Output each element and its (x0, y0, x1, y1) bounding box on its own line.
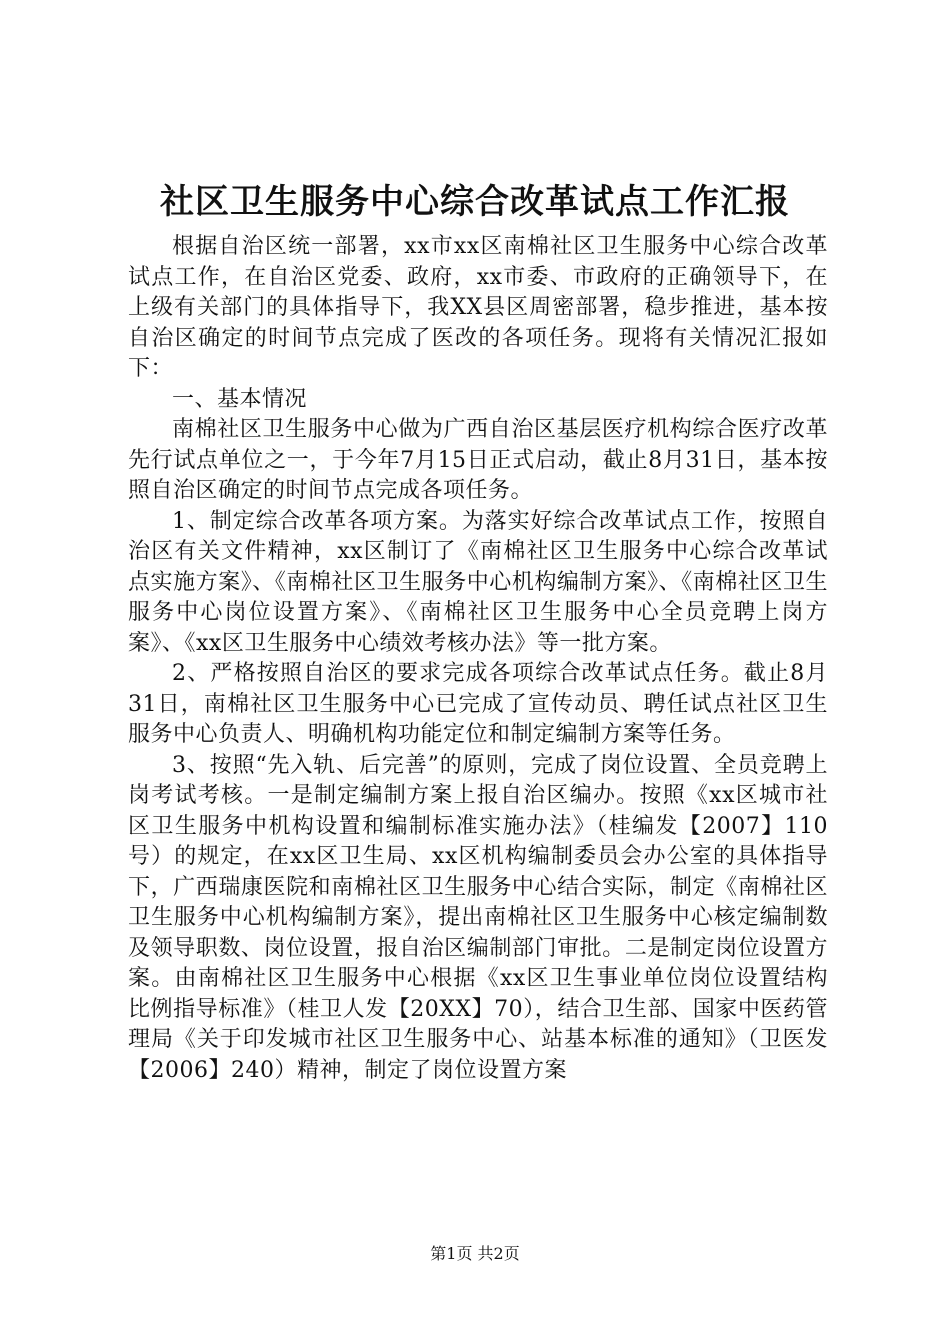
paragraph-intro: 根据自治区统一部署，xx市xx区南棉社区卫生服务中心综合改革试点工作，在自治区党委、政府，xx市委、市政府的正确领导下，在上级有关部门的具体指导下，我XX县区周密部署，稳步推进，基本按自治区确定的时间节点完成了医改的各项任务。现将有关情况汇报如下： (128, 234, 828, 381)
document-body (128, 232, 828, 1086)
paragraph-item-3: 3、按照“先入轨、后完善”的原则，完成了岗位设置、全员竞聘上岗考试考核。一是制定编制方案上报自治区编办。按照《xx区城市社区卫生服务中机构设置和编制标准实施办法》（桂编发【2007】110号）的规定，在xx区卫生局、xx区机构编制委员会办公室的具体指导下，广西瑞康医院和南棉社区卫生服务中心结合实际，制定《南棉社区卫生服务中心机构编制方案》，提出南棉社区卫生服务中心核定编制数及领导职数、岗位设置，报自治区编制部门审批。二是制定岗位设置方案。由南棉社区卫生服务中心根据《xx区卫生事业单位岗位设置结构比例指导标准》（桂卫人发【20XX】70），结合卫生部、国家中医药管理局《关于印发城市社区卫生服务中心、站基本标准的通知》（卫医发【2006】240）精神，制定了岗位设置方案 (128, 752, 828, 1083)
paragraph-item-1: 1、制定综合改革各项方案。为落实好综合改革试点工作，按照自治区有关文件精神，xx区制订了《南棉社区卫生服务中心综合改革试点实施方案》、《南棉社区卫生服务中心机构编制方案》、《南棉社区卫生服务中心岗位设置方案》、《南棉社区卫生服务中心全员竞聘上岗方案》、《xx区卫生服务中心绩效考核办法》等一批方案。 (128, 508, 828, 656)
paragraph-basic-situation: 南棉社区卫生服务中心做为广西自治区基层医疗机构综合医疗改革先行试点单位之一，于今年7月15日正式启动，截止8月31日，基本按照自治区确定的时间节点完成各项任务。 (128, 417, 828, 503)
paragraph-item-2: 2、严格按照自治区的要求完成各项综合改革试点任务。截止8月31日，南棉社区卫生服务中心已完成了宣传动员、聘任试点社区卫生服务中心负责人、明确机构功能定位和制定编制方案等任务。 (128, 661, 828, 747)
page-footer: 第1页 共2页 (430, 1244, 520, 1263)
document-title: 社区卫生服务中心综合改革试点工作汇报 (160, 182, 790, 222)
section-heading-basic: 一、基本情况 (172, 386, 308, 412)
